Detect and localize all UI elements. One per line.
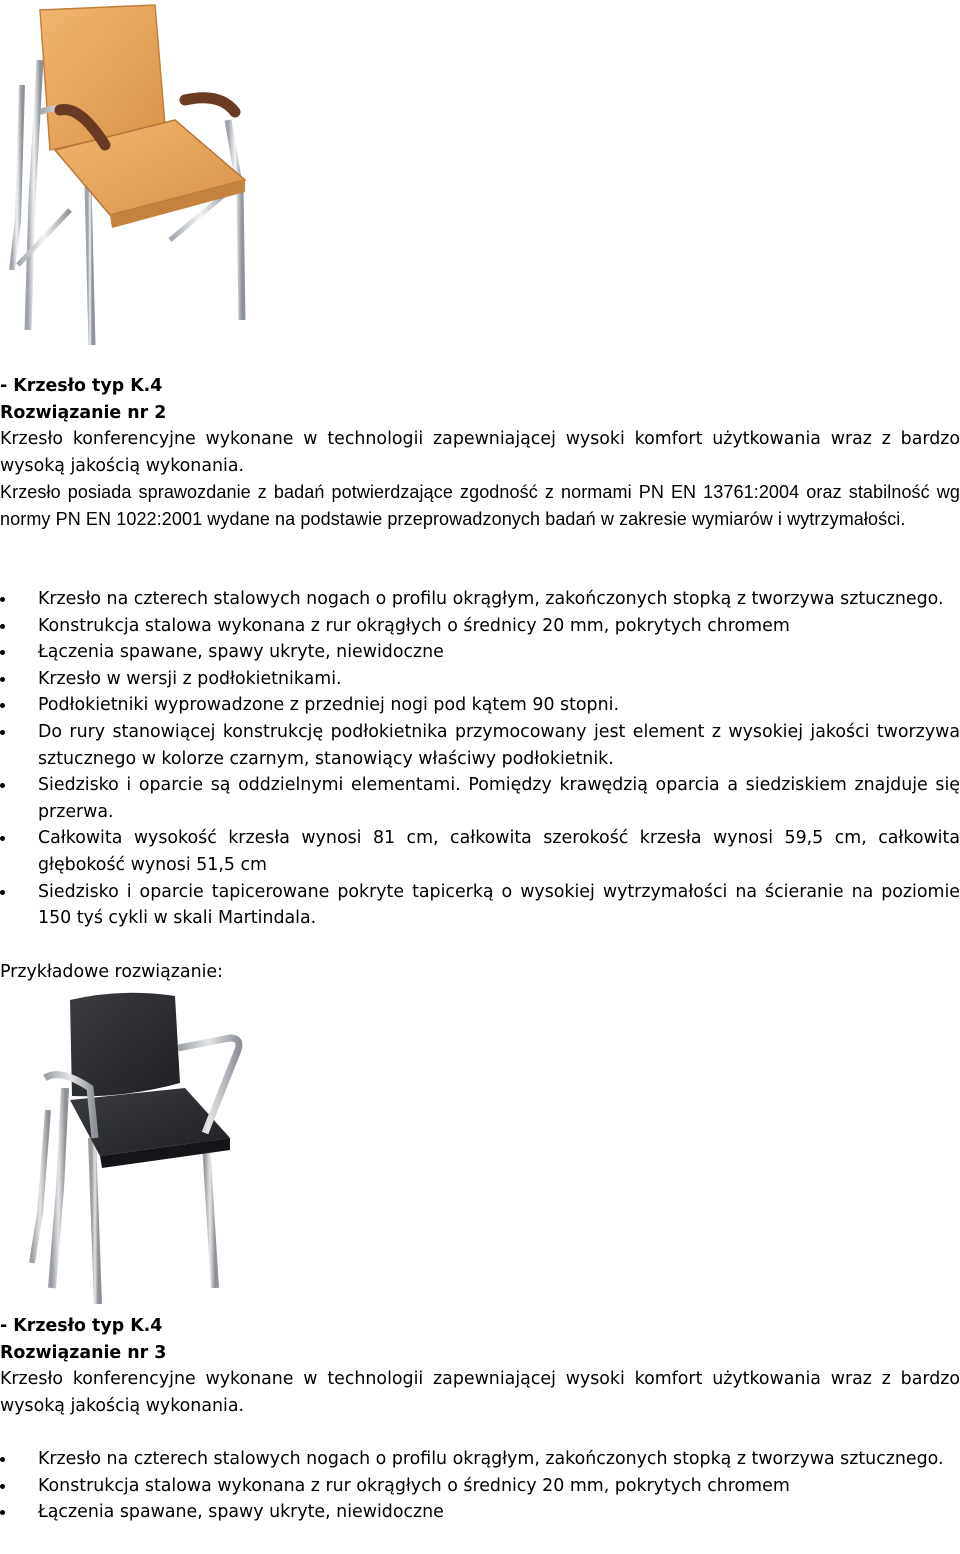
list-item: Łączenia spawane, spawy ukryte, niewidoczne xyxy=(0,1499,960,1526)
list-item: Łączenia spawane, spawy ukryte, niewidoczne xyxy=(0,639,960,666)
list-item: Całkowita wysokość krzesła wynosi 81 cm, całkowita szerokość krzesła wynosi 59,5 cm, całkowita głębokość wynosi 51,5 cm xyxy=(0,825,960,878)
solution-heading: Rozwiązanie nr 2 xyxy=(0,402,167,423)
list-item: Krzesło w wersji z podłokietnikami. xyxy=(0,666,960,693)
feature-list-solution-2 xyxy=(0,586,960,932)
list-item: Krzesło na czterech stalowych nogach o profilu okrągłym, zakończonych stopką z tworzywa sztucznego. xyxy=(0,1446,960,1473)
section-solution-2 xyxy=(0,373,960,533)
example-label: Przykładowe rozwiązanie: xyxy=(0,962,223,982)
intro-paragraph: Krzesło konferencyjne wykonane w technologii zapewniającej wysoki komfort użytkowania wraz z bardzo wysoką jakością wykonania. xyxy=(0,429,960,476)
chair-image-orange xyxy=(0,0,260,372)
intro-paragraph: Krzesło konferencyjne wykonane w technologii zapewniającej wysoki komfort użytkowania wraz z bardzo wysoką jakością wykonania. xyxy=(0,1369,960,1416)
chair-type-heading: - Krzesło typ K.4 xyxy=(0,376,163,396)
feature-list-solution-3 xyxy=(0,1446,960,1526)
list-item: Podłokietniki wyprowadzone z przedniej nogi pod kątem 90 stopni. xyxy=(0,692,960,719)
section-solution-3 xyxy=(0,1313,960,1419)
list-item: Krzesło na czterech stalowych nogach o profilu okrągłym, zakończonych stopką z tworzywa sztucznego. xyxy=(0,586,960,613)
list-item: Siedzisko i oparcie tapicerowane pokryte tapicerką o wysokiej wytrzymałości na ścieranie na poziomie 150 tyś cykli w skali Martindala. xyxy=(0,879,960,932)
chair-type-heading: - Krzesło typ K.4 xyxy=(0,1316,163,1336)
chair-image-black xyxy=(0,988,260,1310)
list-item: Konstrukcja stalowa wykonana z rur okrągłych o średnicy 20 mm, pokrytych chromem xyxy=(0,1473,960,1500)
list-item: Siedzisko i oparcie są oddzielnymi elementami. Pomiędzy krawędzią oparcia a siedziskiem znajduje się przerwa. xyxy=(0,772,960,825)
list-item: Do rury stanowiącej konstrukcję podłokietnika przymocowany jest element z wysokiej jakości tworzywa sztucznego w kolorze czarnym, stanowiący właściwy podłokietnik. xyxy=(0,719,960,772)
solution-heading: Rozwiązanie nr 3 xyxy=(0,1342,167,1363)
list-item: Konstrukcja stalowa wykonana z rur okrągłych o średnicy 20 mm, pokrytych chromem xyxy=(0,613,960,640)
certification-paragraph: Krzesło posiada sprawozdanie z badań potwierdzające zgodność z normami PN EN 13761:2004 oraz stabilność wg normy PN EN 1022:2001 wydane na podstawie przeprowadzonych badań w zakresie wymiarów i wytrzymałości. xyxy=(0,482,960,529)
